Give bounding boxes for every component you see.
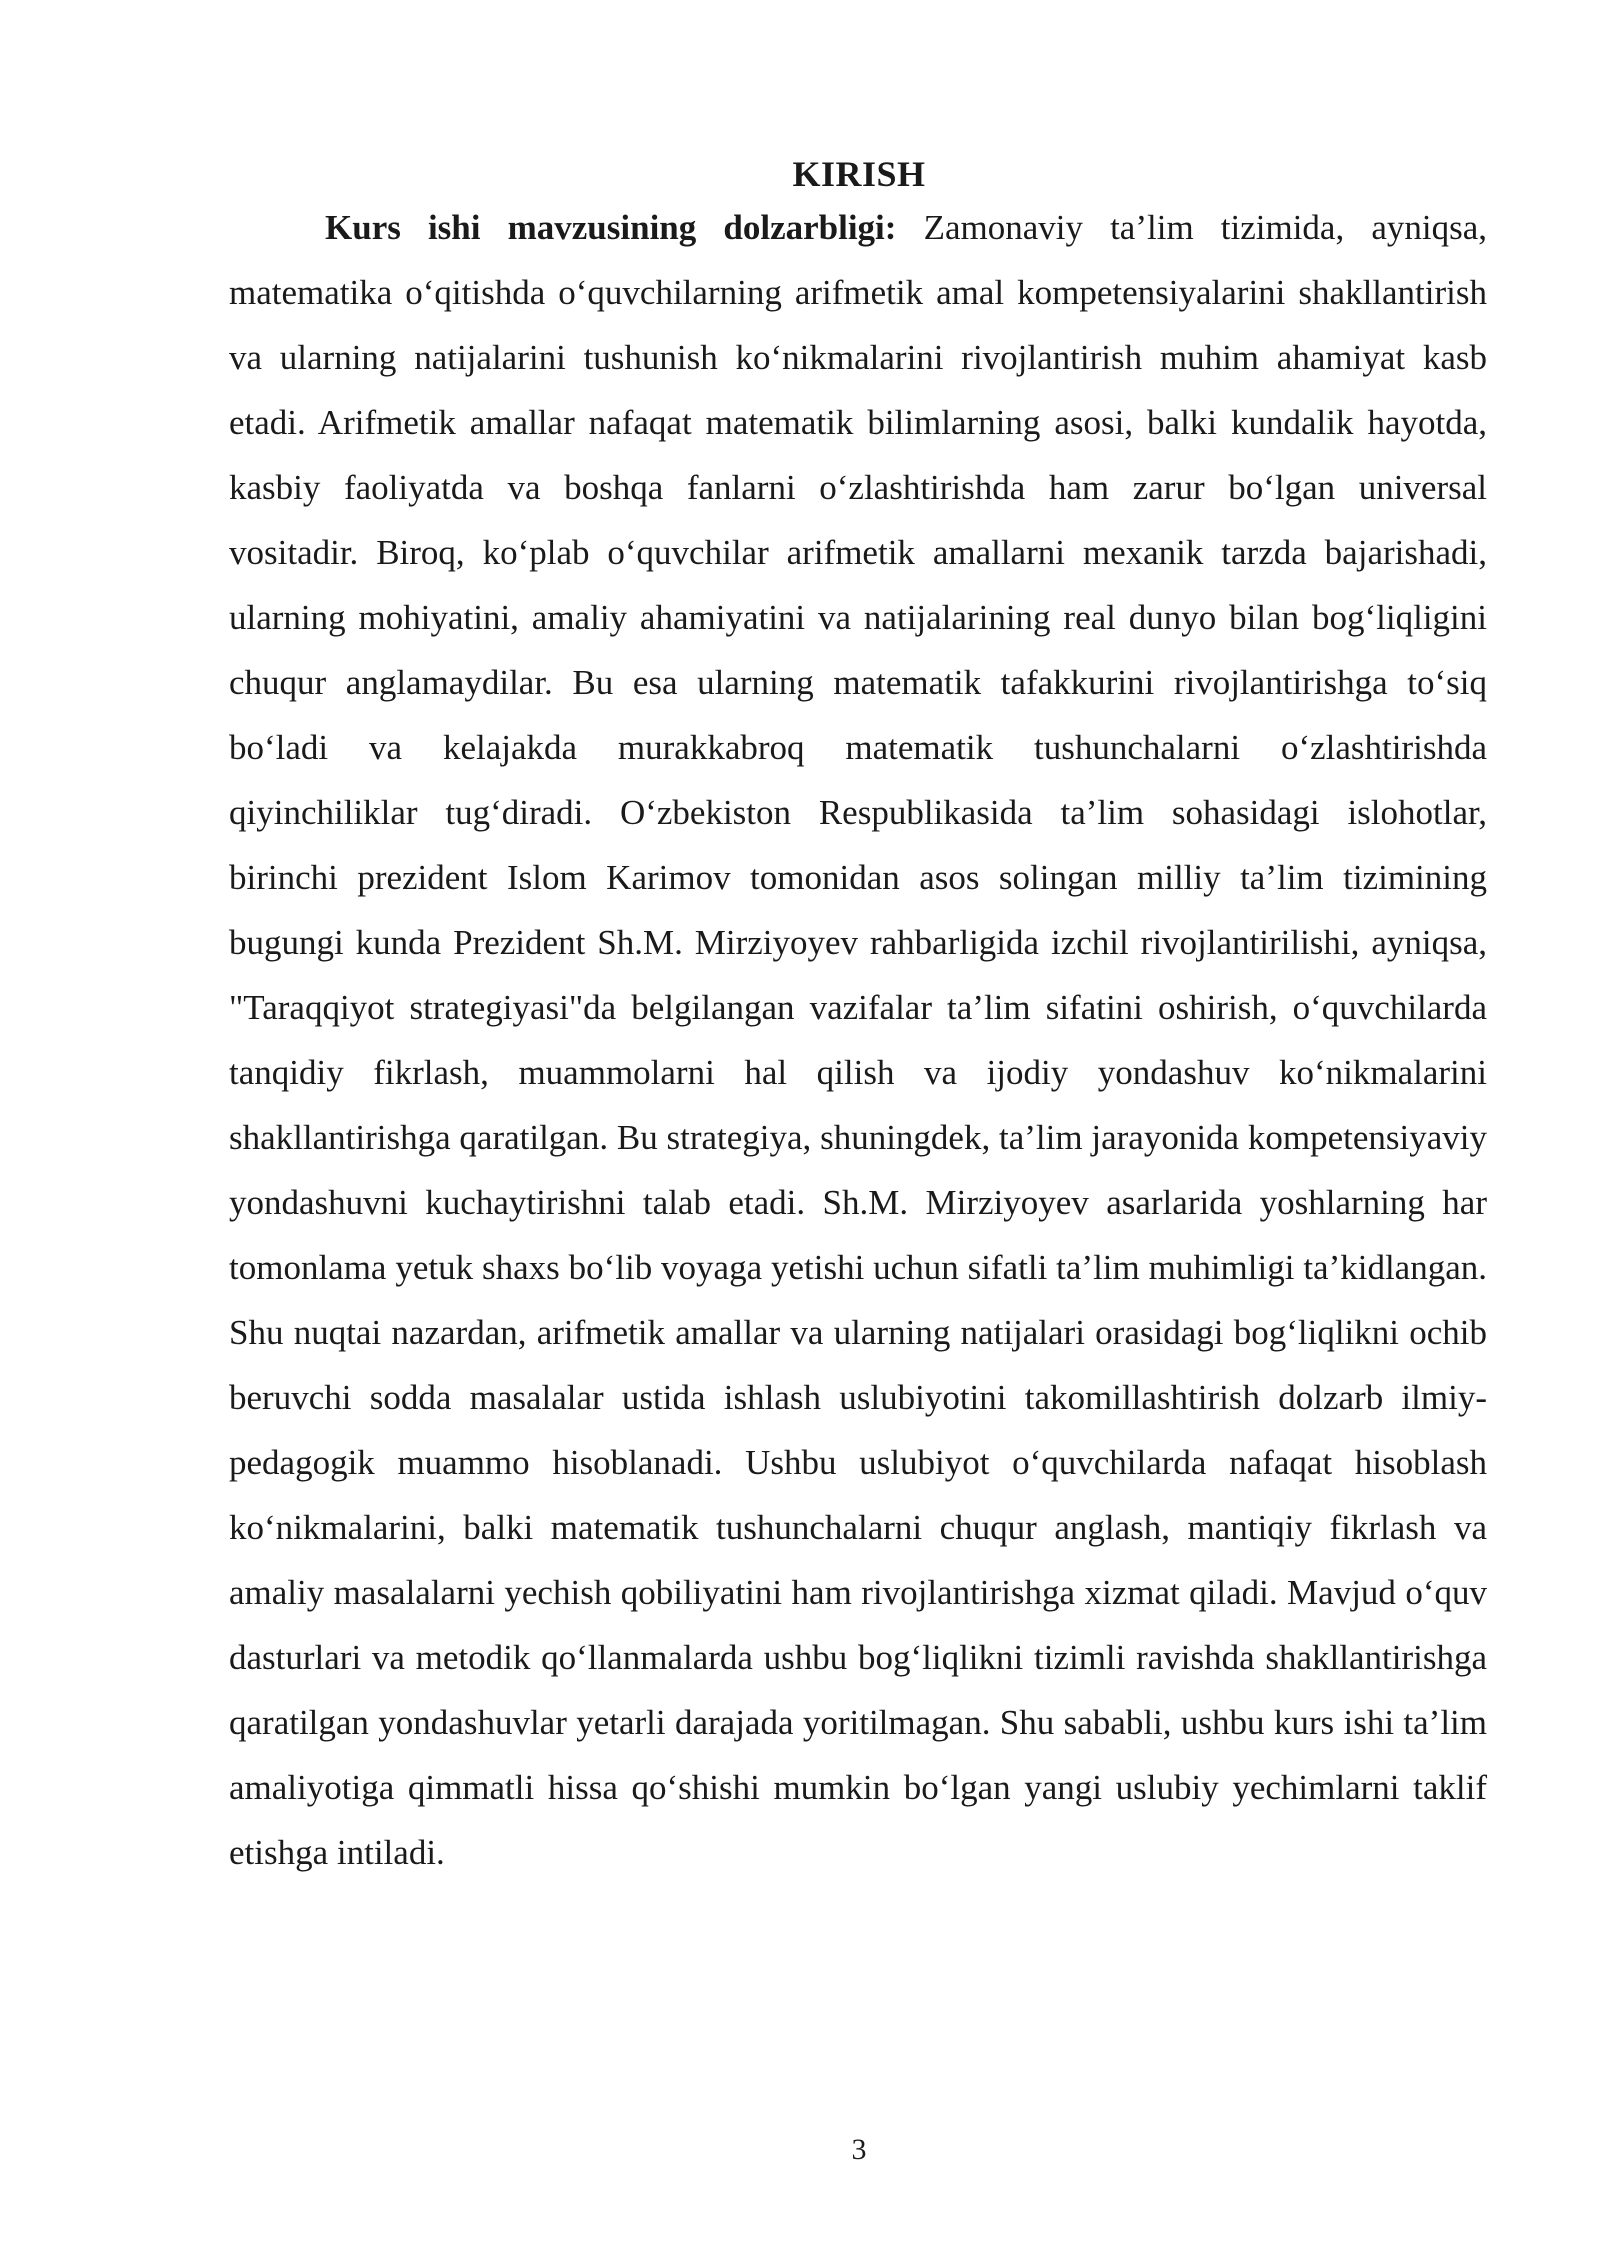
paragraph-text: Zamonaviy ta’lim tizimida, ayniqsa, matematika o‘qitishda o‘quvchilarning arifmetik amal kompetensiyalarini shakllantirish va ularning natijalarini tushunish ko‘nikmalarini rivojlantirish muhim ahamiyat kasb etadi. Arifmetik amallar nafaqat matematik bilimlarning asosi, balki kundalik hayotda, kasbiy faoliyatda va boshqa fanlarni o‘zlashtirishda ham zarur bo‘lgan universal vositadir. Biroq, ko‘plab o‘quvchilar arifmetik amallarni mexanik tarzda bajarishadi, ularning mohiyatini, amaliy ahamiyatini va natijalarining real dunyo bilan bog‘liqligini chuqur anglamaydilar. Bu esa ularning matematik tafakkurini rivojlantirishga to‘siq bo‘ladi va kelajakda murakkabroq matematik tushunchalarni o‘zlashtirishda qiyinchiliklar tug‘diradi. O‘zbekiston Respublikasida ta’lim sohasidagi islohotlar, birinchi prezident Islom Karimov tomonidan asos solingan milliy ta’lim tizimining bugungi kunda Prezident Sh.M. Mirziyoyev rahbarligida izchil rivojlantirilishi, ayniqsa, "Taraqqiyot strategiyasi"da belgilangan vazifalar ta’lim sifatini oshirish, o‘quvchilarda tanqidiy fikrlash, muammolarni hal qilish va ijodiy yondashuv ko‘nikmalarini shakllantirishga qaratilgan. Bu strategiya, shuningdek, ta’lim jarayonida kompetensiyaviy yondashuvni kuchaytirishni talab etadi. Sh.M. Mirziyoyev asarlarida yoshlarning har tomonlama yetuk shaxs bo‘lib voyaga yetishi uchun sifatli ta’lim muhimligi ta’kidlangan. Shu nuqtai nazardan, arifmetik amallar va ularning natijalari orasidagi bog‘liqlikni ochib beruvchi sodda masalalar ustida ishlash uslubiyotini takomillashtirish dolzarb ilmiy-pedagogik muammo hisoblanadi. Ushbu uslubiyot o‘quvchilarda nafaqat hisoblash ko‘nikmalarini, balki matematik tushunchalarni chuqur anglash, mantiqiy fikrlash va amaliy masalalarni yechish qobiliyatini ham rivojlantirishga xizmat qiladi. Mavjud o‘quv dasturlari va metodik qo‘llanmalarda ushbu bog‘liqlikni tizimli ravishda shakllantirishga qaratilgan yondashuvlar yetarli darajada yoritilmagan. Shu sababli, ushbu kurs ishi ta’lim amaliyotiga qimmatli hissa qo‘shishi mumkin bo‘lgan yangi uslubiy yechimlarni taklif etishga intiladi. <box>229 208 1487 1872</box>
paragraph-lead: Kurs ishi mavzusining dolzarbligi: <box>325 208 897 247</box>
page-number: 3 <box>851 2133 867 2166</box>
section-heading: KIRISH <box>792 154 926 194</box>
body-paragraph <box>229 195 1487 1885</box>
